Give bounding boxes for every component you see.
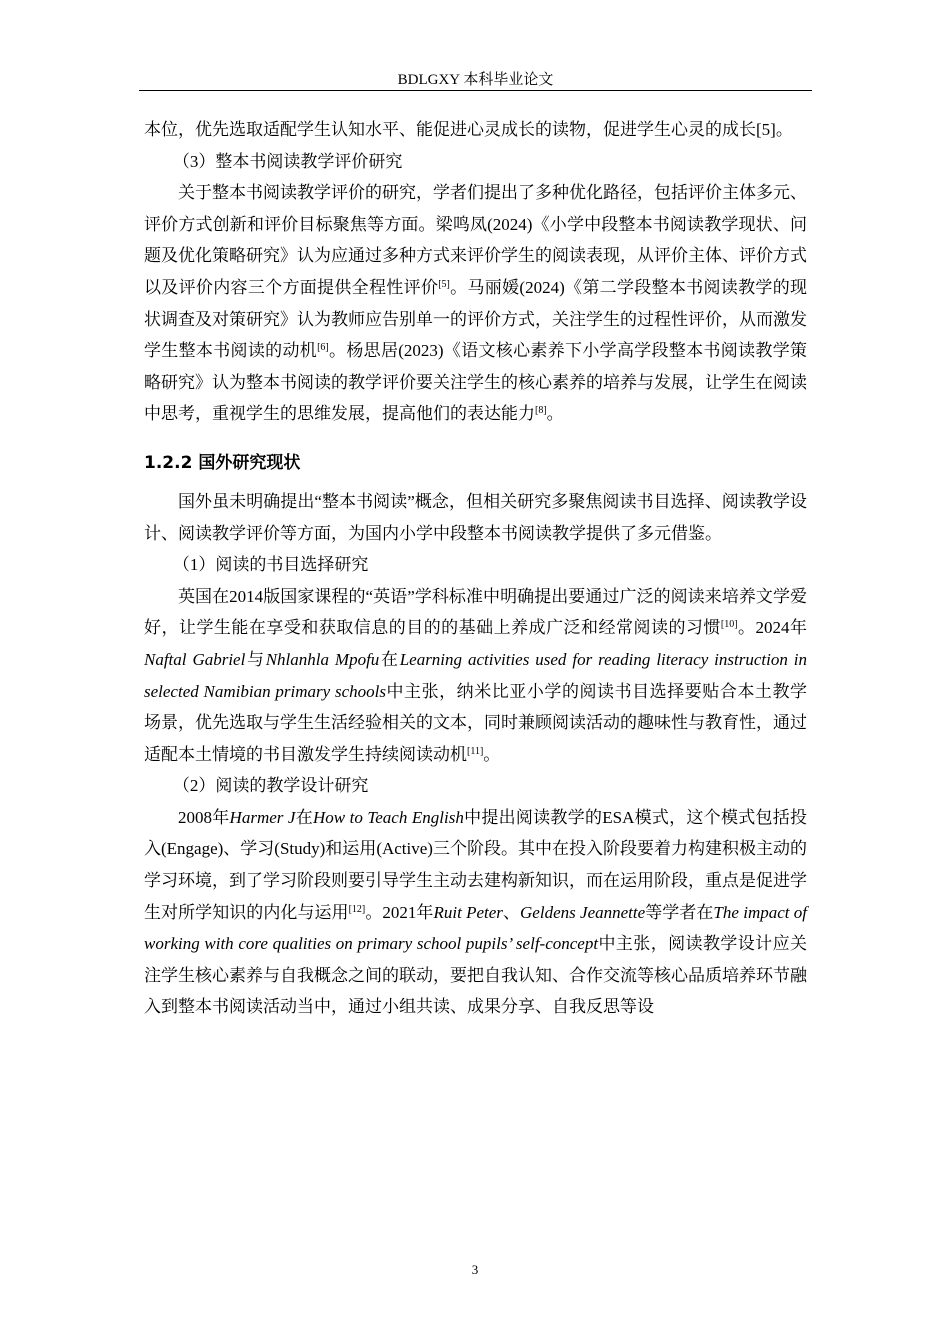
section-heading: 1.2.2 国外研究现状 (144, 452, 301, 473)
author-name: Harmer J (229, 807, 296, 827)
text-run: 。马丽媛(2024)《第二学段整本书阅读教学的现状调查及对策研究》认为教师应告别单一的评价方式，关注学生的过程性评价，从而激发学生整本书阅读的动机 (144, 277, 808, 361)
text-run: 。 (546, 404, 564, 424)
text-run: 中主张，纳米比亚小学的阅读书目选择要贴合本土教学场景，优先选取与学生生活经验相关的文本，同时兼顾阅读活动的趣味性与教育性，通过适配本土情境的书目激发学生持续阅读动机 (144, 681, 807, 764)
text-run: 2008年 (178, 807, 230, 827)
author-name: Geldens Jeannette (520, 902, 646, 922)
citation: [6] (317, 342, 329, 354)
text-run: 中主张，阅读教学设计应关注学生核心素养与自我概念之间的联动，要把自我认知、合作交流等核心品质培养环节融入到整本书阅读活动当中，通过小组共读、成果分享、自我反思等设 (144, 934, 808, 1017)
author-name: Nhlanhla Mpofu (265, 649, 380, 669)
citation: [10] (720, 619, 738, 631)
subsection-book-selection: （1）阅读的书目选择研究 (172, 555, 369, 575)
text-run: 关于整本书阅读教学评价的研究，学者们提出了多种优化路径，包括评价主体多元、评价方式创新和评价目标聚焦等方面。梁鸣凤(2024)《小学中段整本书阅读教学现状、问题及优化策略研究》认为应通过多种方式来评价学生的阅读表现，从评价主体、评价方式以及评价内容三个方面提供全程性评价 (144, 183, 807, 297)
page-number: 3 (471, 1262, 479, 1277)
text-run: 。2021年 (365, 902, 434, 922)
citation: [12] (348, 903, 366, 915)
work-title: How to Teach English (313, 807, 464, 827)
text-run: 。杨思居(2023)《语文核心素养下小学高学段整本书阅读教学策略研究》认为整本书阅读的教学评价要关注学生的核心素养的培养与发展，让学生在阅读中思考，重视学生的思维发展，提高他们的表达能力 (144, 341, 808, 424)
author-name: Naftal Gabriel (144, 649, 246, 669)
subsection-teaching-design: （2）阅读的教学设计研究 (172, 776, 369, 796)
header-rule (139, 90, 812, 91)
body-text (144, 114, 807, 1023)
paragraph-teaching-design (144, 802, 807, 1023)
text-run: 与 (245, 649, 266, 669)
text-run: 在 (295, 807, 313, 827)
text-run: 在 (379, 649, 400, 669)
text-run: 等学者在 (645, 902, 714, 922)
paragraph-foreign-overview: 国外虽未明确提出“整本书阅读”概念，但相关研究多聚焦阅读书目选择、阅读教学设计、阅读教学评价等方面，为国内小学中段整本书阅读教学提供了多元借鉴。 (144, 491, 807, 543)
subsection-evaluation: （3）整本书阅读教学评价研究 (172, 151, 403, 171)
citation: [11] (467, 745, 484, 757)
work-title: The impact of working with core qualities on primary school pupils’ self-concept (144, 902, 808, 954)
citation: [8] (535, 405, 547, 417)
text-run: 、 (502, 902, 521, 922)
paragraph-evaluation-research (144, 177, 807, 430)
work-title: Learning activities used for reading literacy instruction in selected Namibian primary schools (144, 649, 807, 701)
text-run: 中提出阅读教学的ESA模式，这个模式包括投入(Engage)、学习(Study)和运用(Active)三个阶段。其中在投入阶段要着力构建积极主动的学习环境，到了学习阶段则要引导学生主动去建构新知识，而在运用阶段，重点是促进学生对所学知识的内化与运用 (144, 807, 808, 922)
running-header: BDLGXY 本科毕业论文 (397, 72, 554, 88)
paragraph-book-selection (144, 581, 807, 771)
paragraph-continuation: 本位，优先选取适配学生认知水平、能促进心灵成长的读物，促进学生心灵的成长[5]。 (144, 120, 793, 139)
author-name: Ruit Peter (433, 902, 503, 922)
text-run: 。2024年 (737, 618, 808, 638)
text-run: 英国在2014版国家课程的“英语”学科标准中明确提出要通过广泛的阅读来培养文学爱好，让学生能在享受和获取信息的目的的基础上养成广泛和经常阅读的习惯 (144, 586, 807, 638)
text-run: 。 (483, 744, 501, 764)
citation: [5] (438, 278, 450, 290)
